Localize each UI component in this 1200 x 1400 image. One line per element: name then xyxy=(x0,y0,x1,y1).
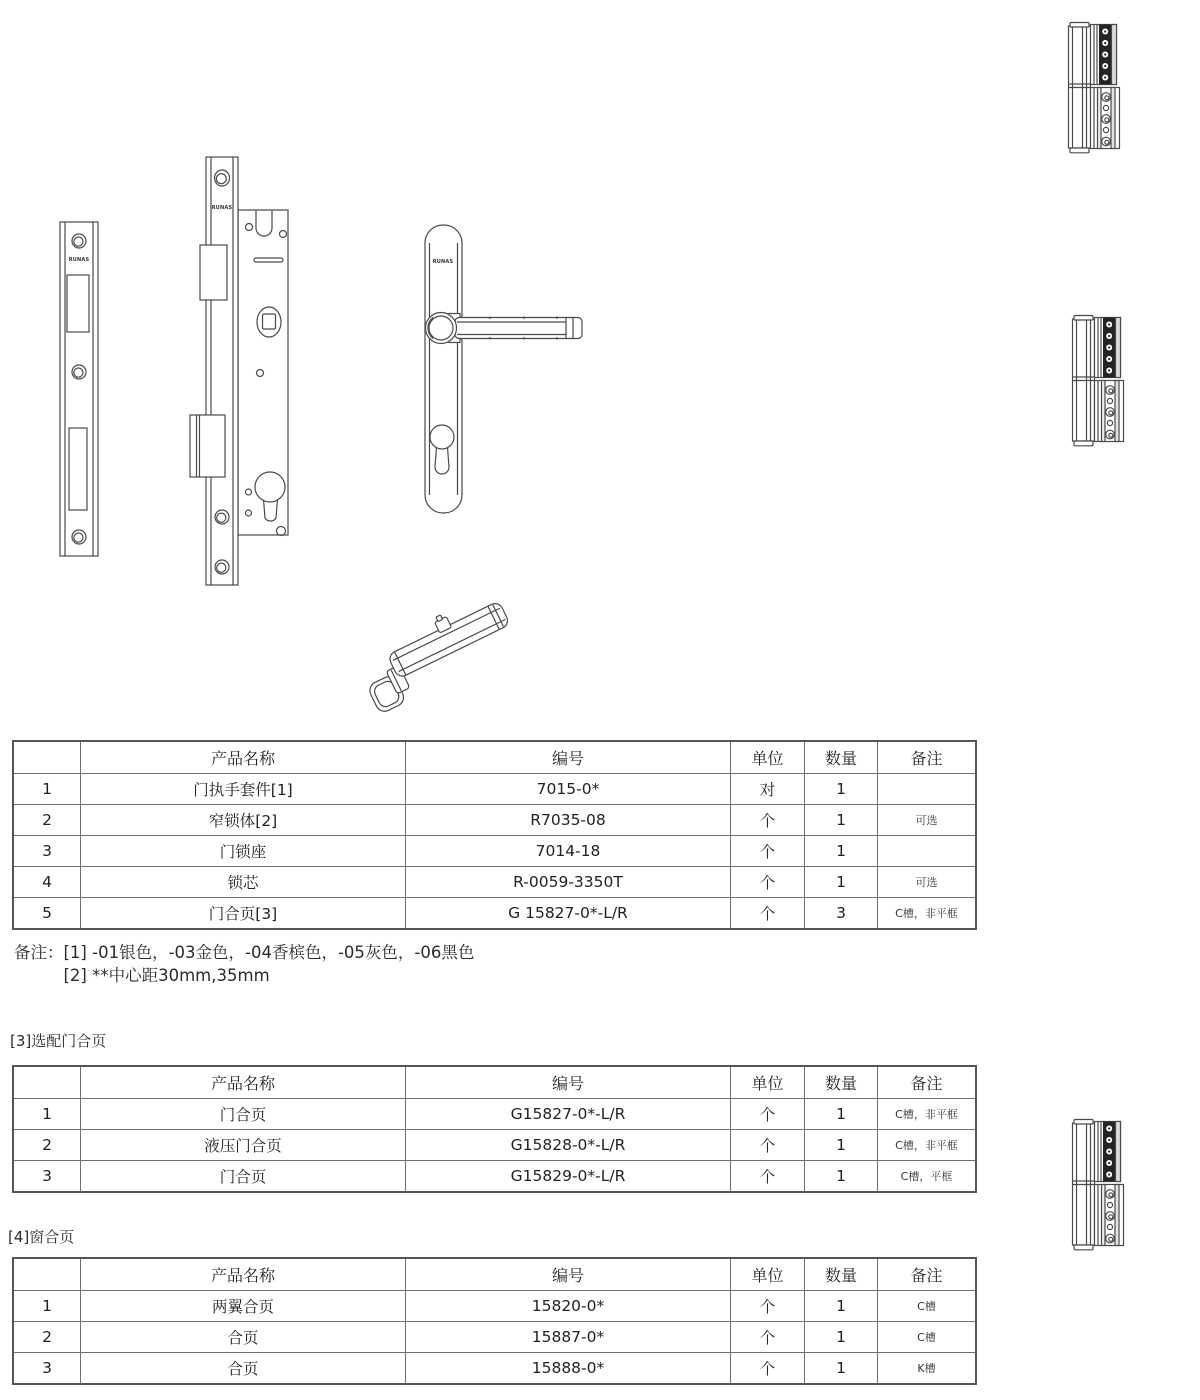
table-cell: 门锁座 xyxy=(81,836,406,867)
table-cell: 个 xyxy=(731,836,805,867)
table-cell: 锁芯 xyxy=(81,867,406,898)
table-header-row xyxy=(13,1258,976,1291)
table-cell: C槽 xyxy=(878,1291,977,1322)
table-cell: G 15827-0*-L/R xyxy=(406,898,731,930)
table-row xyxy=(13,1291,976,1322)
table-header-row xyxy=(13,741,976,774)
remarks-block xyxy=(14,941,474,987)
table-cell: G15829-0*-L/R xyxy=(406,1161,731,1193)
table-cell: 2 xyxy=(13,1130,81,1161)
table-cell: 1 xyxy=(805,1161,878,1193)
table-cell: 个 xyxy=(731,805,805,836)
table-row xyxy=(13,867,976,898)
table-cell: 个 xyxy=(731,1353,805,1385)
table-cell: 3 xyxy=(13,836,81,867)
table-cell: C槽，非平框 xyxy=(878,1130,977,1161)
table-cell: 15888-0* xyxy=(406,1353,731,1385)
table-cell: 合页 xyxy=(81,1322,406,1353)
table-row xyxy=(13,805,976,836)
table-cell: 1 xyxy=(805,774,878,805)
table-cell: C槽，非平框 xyxy=(878,1099,977,1130)
table-cell: 1 xyxy=(805,836,878,867)
table-cell: 15820-0* xyxy=(406,1291,731,1322)
table-cell: 窄锁体[2] xyxy=(81,805,406,836)
table-row xyxy=(13,898,976,930)
brand-logo: RUNAS xyxy=(68,257,90,263)
table-cell: 可选 xyxy=(878,867,977,898)
table-cell: 个 xyxy=(731,898,805,930)
table-cell: 5 xyxy=(13,898,81,930)
table-row xyxy=(13,774,976,805)
table-cell: 个 xyxy=(731,1161,805,1193)
section-label-window-hinge: [4]窗合页 xyxy=(8,1228,75,1246)
strike-plate-drawing xyxy=(60,222,98,556)
column-header: 编号 xyxy=(406,1258,731,1291)
column-header: 产品名称 xyxy=(81,1258,406,1291)
column-header: 数量 xyxy=(805,1258,878,1291)
column-header: 单位 xyxy=(731,1258,805,1291)
table-row xyxy=(13,1161,976,1193)
table-cell: 3 xyxy=(13,1161,81,1193)
table-cell: 1 xyxy=(13,1291,81,1322)
table-cell: 个 xyxy=(731,1130,805,1161)
column-header: 编号 xyxy=(406,1066,731,1099)
table-row xyxy=(13,1353,976,1385)
door-hinge-table xyxy=(12,1065,977,1193)
column-header: 产品名称 xyxy=(81,1066,406,1099)
table-cell: 门合页 xyxy=(81,1161,406,1193)
table-cell: 合页 xyxy=(81,1353,406,1385)
table-cell: 两翼合页 xyxy=(81,1291,406,1322)
table-cell: 个 xyxy=(731,1099,805,1130)
column-header xyxy=(13,1066,81,1099)
table-cell: 4 xyxy=(13,867,81,898)
remarks-label: 备注： xyxy=(14,943,64,962)
table-cell: 个 xyxy=(731,867,805,898)
window-hinge-table xyxy=(12,1257,977,1385)
hinge-drawing-middle xyxy=(1073,316,1124,446)
table-cell: 15887-0* xyxy=(406,1322,731,1353)
section-label-door-hinge: [3]选配门合页 xyxy=(10,1032,107,1050)
table-cell: 可选 xyxy=(878,805,977,836)
column-header xyxy=(13,1258,81,1291)
table-cell: 个 xyxy=(731,1322,805,1353)
table-row xyxy=(13,1099,976,1130)
handle-drawing xyxy=(425,225,582,513)
table-cell: 对 xyxy=(731,774,805,805)
remark-line: [1] -01银色，-03金色，-04香槟色，-05灰色，-06黑色 xyxy=(63,943,475,962)
table-cell: 2 xyxy=(13,805,81,836)
table-cell: 个 xyxy=(731,1291,805,1322)
column-header: 编号 xyxy=(406,741,731,774)
table-cell xyxy=(878,774,977,805)
table-cell: R-0059-3350T xyxy=(406,867,731,898)
table-cell: R7035-08 xyxy=(406,805,731,836)
table-cell: 液压门合页 xyxy=(81,1130,406,1161)
column-header: 数量 xyxy=(805,1066,878,1099)
table-cell: 1 xyxy=(805,1322,878,1353)
column-header: 单位 xyxy=(731,741,805,774)
table-cell: 7015-0* xyxy=(406,774,731,805)
table-cell: K槽 xyxy=(878,1353,977,1385)
table-row xyxy=(13,1130,976,1161)
table-cell: 1 xyxy=(805,1130,878,1161)
column-header: 单位 xyxy=(731,1066,805,1099)
table-cell: C槽，平框 xyxy=(878,1161,977,1193)
table-cell: 3 xyxy=(13,1353,81,1385)
table-row xyxy=(13,836,976,867)
table-cell xyxy=(878,836,977,867)
table-cell: 门执手套件[1] xyxy=(81,774,406,805)
column-header: 备注 xyxy=(878,1066,977,1099)
column-header: 数量 xyxy=(805,741,878,774)
brand-logo: RUNAS xyxy=(211,205,233,211)
lock-body-drawing xyxy=(190,157,288,585)
table-cell: 3 xyxy=(805,898,878,930)
table-header-row xyxy=(13,1066,976,1099)
table-cell: 1 xyxy=(805,1099,878,1130)
table-cell: 1 xyxy=(805,1353,878,1385)
table-cell: 1 xyxy=(13,1099,81,1130)
column-header: 产品名称 xyxy=(81,741,406,774)
column-header: 备注 xyxy=(878,1258,977,1291)
table-cell: 1 xyxy=(805,805,878,836)
table-cell: G15827-0*-L/R xyxy=(406,1099,731,1130)
table-cell: 1 xyxy=(805,1291,878,1322)
column-header: 备注 xyxy=(878,741,977,774)
column-header xyxy=(13,741,81,774)
hinge-drawing-bottom xyxy=(1073,1120,1124,1250)
parts-table xyxy=(12,740,977,930)
table-cell: 2 xyxy=(13,1322,81,1353)
cylinder-drawing xyxy=(353,589,521,714)
brand-logo: RUNAS xyxy=(432,259,454,265)
table-row xyxy=(13,1322,976,1353)
table-cell: 7014-18 xyxy=(406,836,731,867)
table-cell: 门合页[3] xyxy=(81,898,406,930)
remark-line: [2] **中心距30mm,35mm xyxy=(63,966,270,985)
table-cell: 1 xyxy=(805,867,878,898)
table-cell: G15828-0*-L/R xyxy=(406,1130,731,1161)
hinge-drawing-top xyxy=(1069,23,1120,153)
table-cell: 门合页 xyxy=(81,1099,406,1130)
table-cell: C槽 xyxy=(878,1322,977,1353)
table-cell: C槽，非平框 xyxy=(878,898,977,930)
table-cell: 1 xyxy=(13,774,81,805)
